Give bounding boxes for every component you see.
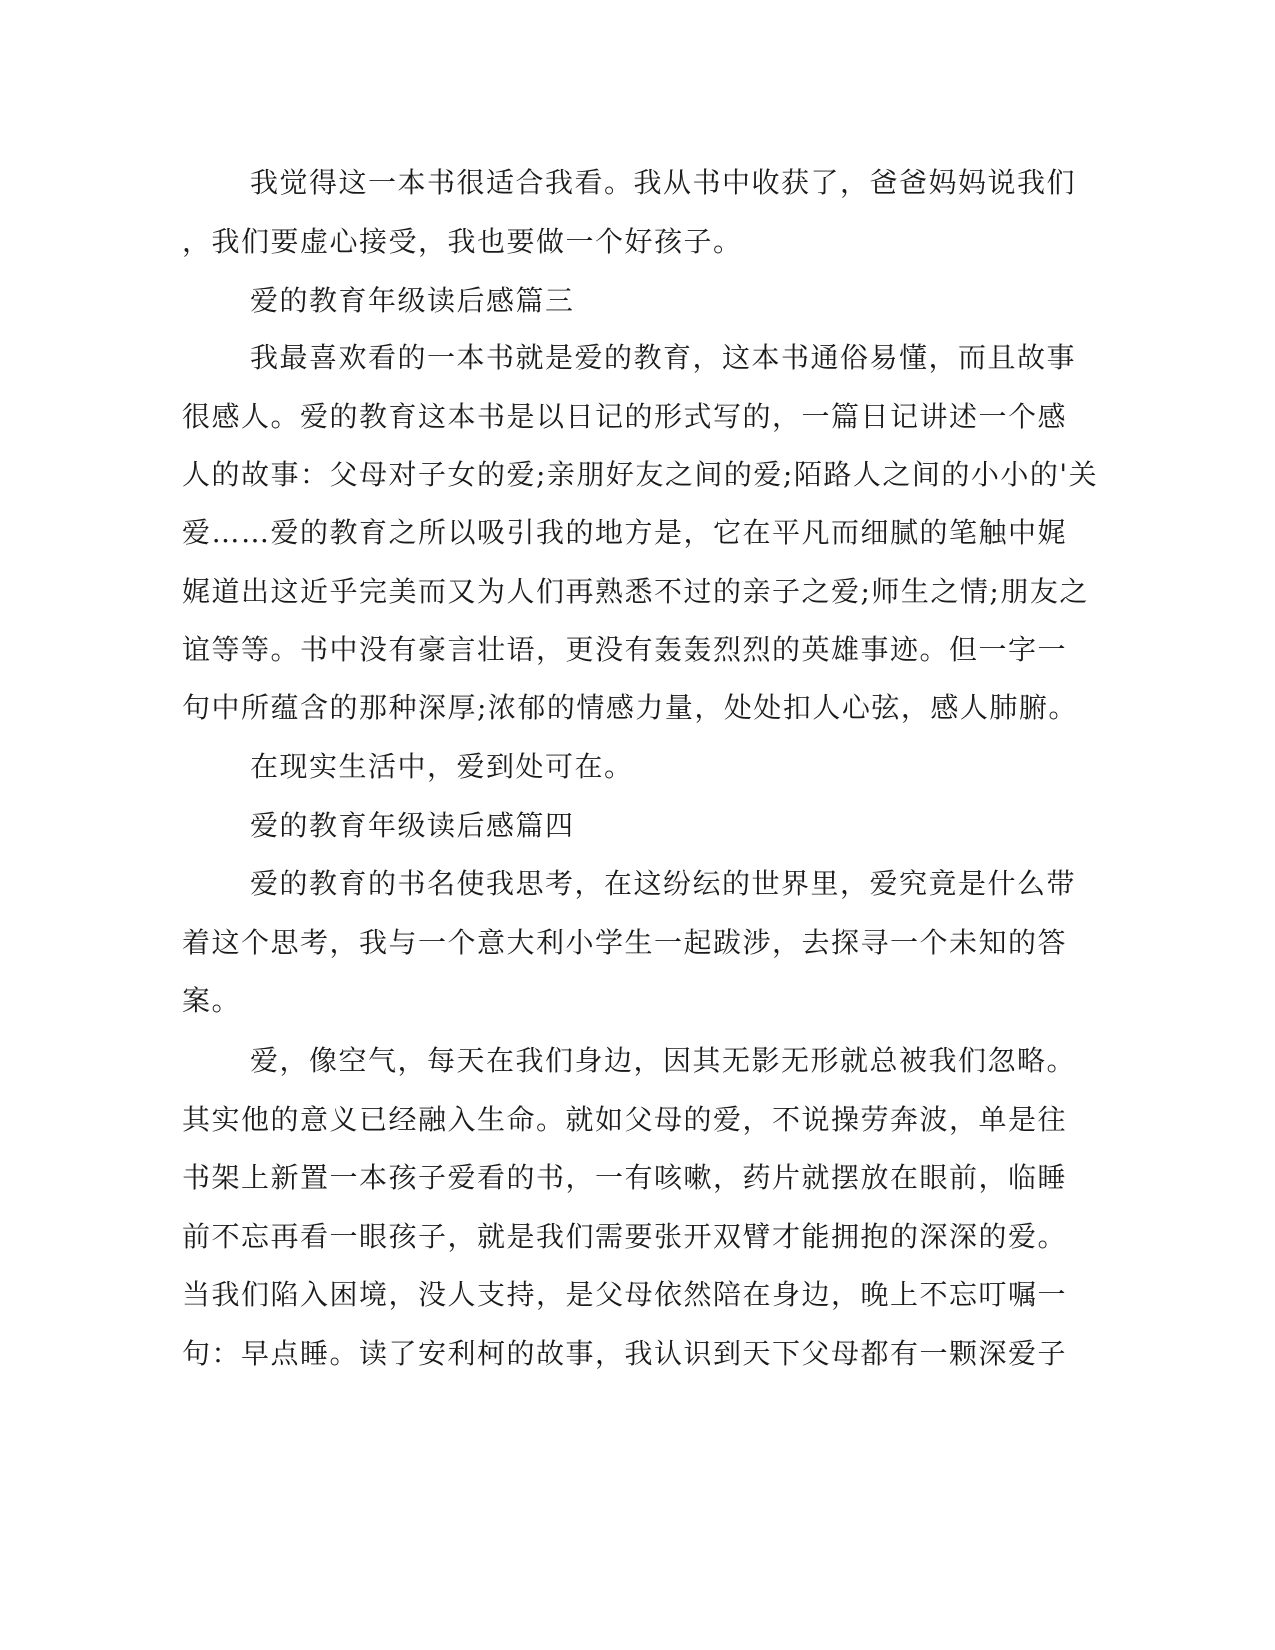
paragraph-line: 爱……爱的教育之所以吸引我的地方是，它在平凡而细腻的笔触中娓 <box>182 516 1068 549</box>
paragraph-line: 前不忘再看一眼孩子，就是我们需要张开双臂才能拥抱的深深的爱。 <box>182 1220 1068 1253</box>
paragraph-line: 娓道出这近乎完美而又为人们再熟悉不过的亲子之爱;师生之情;朋友之 <box>182 575 1089 608</box>
paragraph-line: 我觉得这一本书很适合我看。我从书中收获了，爸爸妈妈说我们 <box>250 166 1077 199</box>
paragraph-line: 当我们陷入困境，没人支持，是父母依然陪在身边，晚上不忘叮嘱一 <box>182 1278 1068 1311</box>
paragraph-line: 很感人。爱的教育这本书是以日记的形式写的，一篇日记讲述一个感 <box>182 400 1068 433</box>
paragraph-line: 书架上新置一本孩子爱看的书，一有咳嗽，药片就摆放在眼前，临睡 <box>182 1161 1068 1194</box>
section-heading: 爱的教育年级读后感篇三 <box>250 284 575 317</box>
paragraph-line: 句中所蕴含的那种深厚;浓郁的情感力量，处处扣人心弦，感人肺腑。 <box>182 691 1078 724</box>
paragraph-line: 人的故事：父母对子女的爱;亲朋好友之间的爱;陌路人之间的小小的'关 <box>182 458 1099 491</box>
paragraph-line: 其实他的意义已经融入生命。就如父母的爱，不说操劳奔波，单是往 <box>182 1103 1068 1136</box>
paragraph-line: 着这个思考，我与一个意大利小学生一起跋涉，去探寻一个未知的答 <box>182 926 1068 959</box>
paragraph-line: 爱的教育的书名使我思考，在这纷纭的世界里，爱究竟是什么带 <box>250 867 1077 900</box>
paragraph-line: 谊等等。书中没有豪言壮语，更没有轰轰烈烈的英雄事迹。但一字一 <box>182 633 1068 666</box>
paragraph-line: 句：早点睡。读了安利柯的故事，我认识到天下父母都有一颗深爱子 <box>182 1337 1068 1370</box>
paragraph-line: 我最喜欢看的一本书就是爱的教育，这本书通俗易懂，而且故事 <box>250 341 1077 374</box>
paragraph-line: 在现实生活中，爱到处可在。 <box>250 750 634 783</box>
paragraph-line: ，我们要虚心接受，我也要做一个好孩子。 <box>182 225 743 258</box>
section-heading: 爱的教育年级读后感篇四 <box>250 809 575 842</box>
paragraph-line: 案。 <box>182 984 242 1017</box>
paragraph-line: 爱，像空气，每天在我们身边，因其无影无形就总被我们忽略。 <box>250 1044 1077 1077</box>
